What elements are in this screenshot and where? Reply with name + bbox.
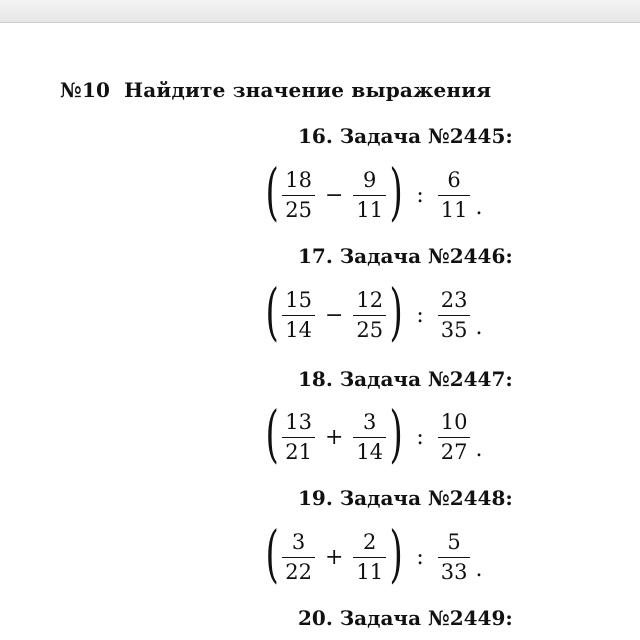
operator: + (324, 544, 344, 570)
division-sign: : (416, 302, 424, 328)
fraction (353, 409, 386, 464)
task-title: 17. Задача №2446: (298, 244, 513, 268)
fraction (282, 409, 315, 464)
denominator: 11 (438, 195, 471, 221)
denominator: 33 (438, 557, 471, 583)
numerator: 2 (363, 529, 377, 554)
left-paren: ( (265, 397, 279, 470)
denominator: 14 (353, 437, 386, 463)
period: . (475, 315, 483, 340)
left-paren: ( (265, 155, 279, 228)
task-title: 18. Задача №2447: (298, 367, 513, 391)
period: . (475, 437, 483, 462)
numerator: 13 (285, 409, 312, 434)
division-sign: : (416, 182, 424, 208)
right-paren: ) (389, 275, 403, 348)
division-sign: : (416, 424, 424, 450)
task-title: 19. Задача №2448: (298, 486, 513, 510)
numerator: 3 (291, 529, 306, 554)
task-expression (265, 275, 483, 350)
fraction (438, 167, 471, 222)
fraction (353, 167, 386, 222)
task-expression (265, 155, 483, 230)
exercise-instruction: Найдите значение выражения (124, 78, 492, 102)
right-paren: ) (389, 155, 403, 228)
denominator: 27 (438, 437, 471, 463)
period: . (475, 557, 483, 582)
division-sign: : (416, 544, 424, 570)
left-paren: ( (265, 517, 279, 590)
numerator: 10 (440, 409, 468, 434)
denominator: 14 (282, 315, 315, 341)
operator: − (324, 302, 344, 328)
numerator: 5 (447, 529, 461, 554)
denominator: 25 (282, 195, 315, 221)
fraction (438, 529, 471, 584)
right-paren: ) (389, 397, 403, 470)
denominator: 25 (353, 315, 386, 341)
numerator: 3 (363, 409, 377, 434)
numerator: 18 (285, 167, 312, 192)
exercise-number: №10 (60, 78, 111, 102)
task-title: 16. Задача №2445: (298, 124, 513, 148)
denominator: 21 (282, 437, 315, 463)
fraction (282, 287, 315, 342)
denominator: 35 (438, 315, 471, 341)
numerator: 12 (356, 287, 384, 312)
task-expression (265, 397, 483, 472)
left-paren: ( (265, 275, 279, 348)
fraction (282, 529, 315, 584)
period: . (475, 195, 483, 220)
window-top-bar (0, 0, 640, 23)
denominator: 22 (282, 557, 315, 583)
operator: − (324, 182, 344, 208)
numerator: 6 (447, 167, 461, 192)
task-expression (265, 517, 483, 592)
fraction (438, 409, 471, 464)
fraction (353, 529, 386, 584)
fraction (353, 287, 386, 342)
operator: + (324, 424, 344, 450)
fraction (438, 287, 471, 342)
task-title: 20. Задача №2449: (298, 606, 513, 630)
numerator: 9 (363, 167, 377, 192)
numerator: 15 (285, 287, 312, 312)
numerator: 23 (440, 287, 468, 312)
exercise-heading (60, 78, 491, 102)
denominator: 11 (353, 557, 386, 583)
denominator: 11 (353, 195, 386, 221)
fraction (282, 167, 315, 222)
right-paren: ) (389, 517, 403, 590)
